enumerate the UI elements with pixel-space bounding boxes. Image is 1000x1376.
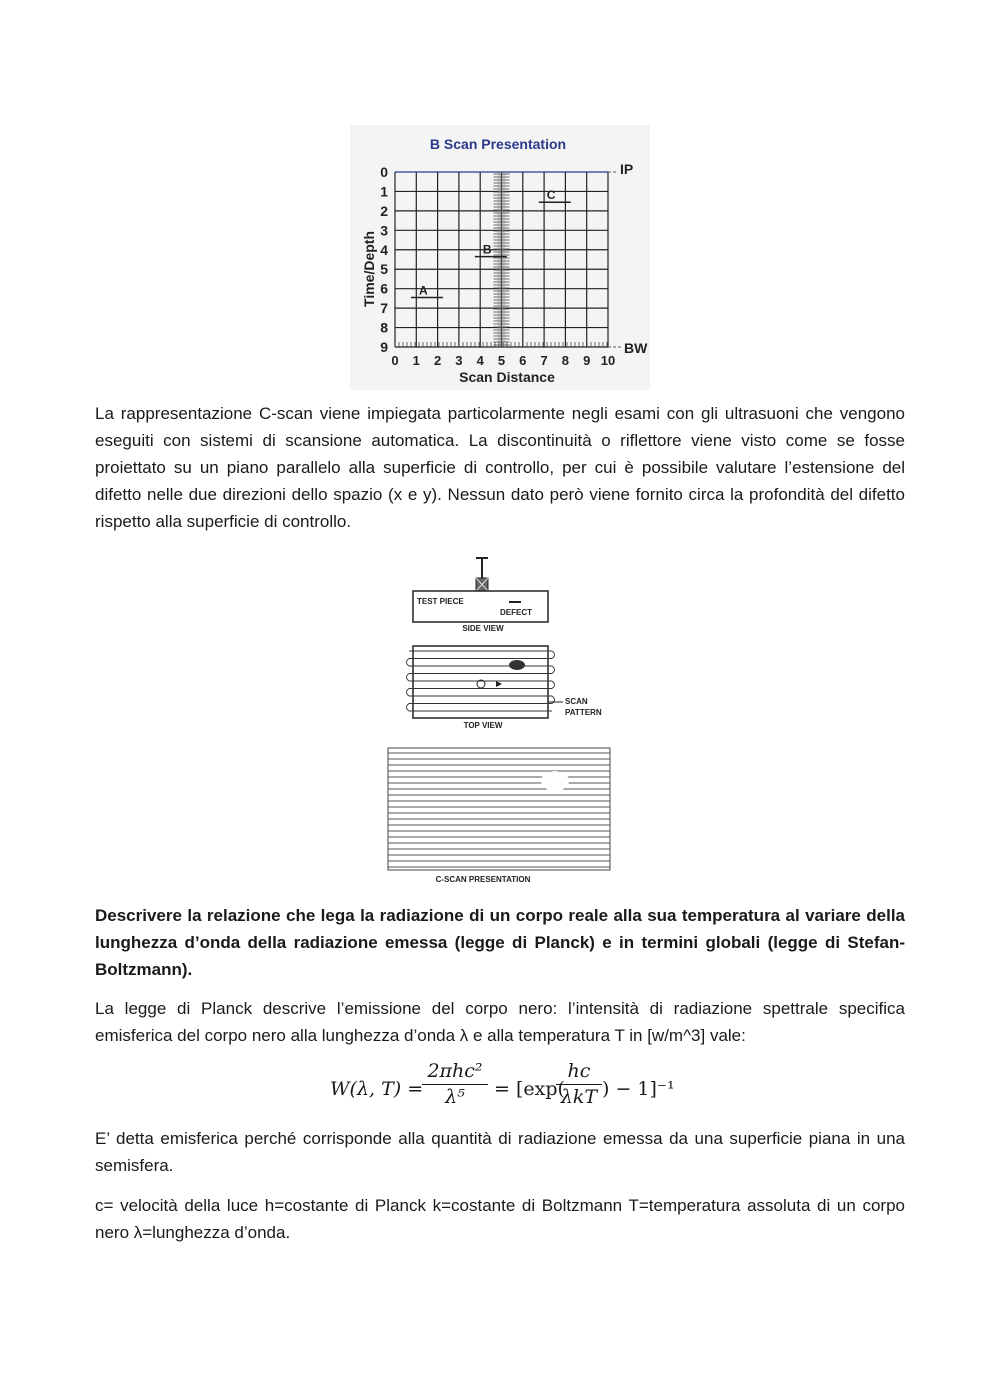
y-tick-label: 9 <box>380 339 388 355</box>
test-piece-label: TEST PIECE <box>417 597 464 606</box>
test-piece-top <box>413 646 548 718</box>
question-heading: Descrivere la relazione che lega la radiazione di un corpo reale alla sua temperatura al variare della lunghezza d’onda della radiazione emessa (legge di Planck) e in termini globali (legge di Stefan-Boltzmann). <box>95 906 905 979</box>
bscan-xlabel: Scan Distance <box>459 369 555 385</box>
scan-turn <box>407 674 410 682</box>
marker-label: B <box>482 242 492 257</box>
y-tick-label: 1 <box>380 183 388 200</box>
top-view-label: TOP VIEW <box>463 721 503 730</box>
fraction-2-denominator: λkT <box>560 1086 598 1108</box>
equation-middle: = [exp( <box>494 1078 565 1100</box>
x-tick-label: 2 <box>433 353 442 368</box>
echo-band <box>498 172 506 347</box>
scan-turn <box>552 681 555 689</box>
scan-turn <box>407 704 410 712</box>
paragraph-hemispherical: E’ detta emisferica perché corrisponde alla quantità di radiazione emessa da una superficie piana in una semisfera. <box>95 1129 905 1175</box>
cscan-defect-image <box>541 771 569 791</box>
cscan-presentation-box <box>388 748 610 870</box>
paragraph-planck: La legge di Planck descrive l’emissione del corpo nero: l’intensità di radiazione spettrale specifica emisferica del corpo nero alla lunghezza d’onda λ e alla temperatura T in [w/m^3] vale: <box>95 999 905 1045</box>
equation-rhs: ) − 1]⁻¹ <box>602 1078 675 1100</box>
scan-turn <box>407 689 410 697</box>
side-view-label: SIDE VIEW <box>462 624 504 633</box>
y-tick-label: 5 <box>380 261 388 278</box>
x-tick-label: 0 <box>391 353 399 368</box>
y-tick-label: 4 <box>380 241 388 258</box>
scan-turn <box>552 651 555 659</box>
y-tick-label: 0 <box>380 164 388 180</box>
bscan-figure <box>350 125 650 390</box>
y-tick-label: 3 <box>380 222 388 239</box>
y-tick-label: 6 <box>380 280 388 297</box>
bscan-chart <box>350 125 650 390</box>
fraction-1-denominator: λ⁵ <box>445 1086 465 1108</box>
paragraph-cscan: La rappresentazione C-scan viene impiegata particolarmente negli esami con gli ultrasuoni che vengono eseguiti con sistemi di scansione automatica. La discontinuità o riflettore viene visto come se fosse proiettato su un piano parallelo alla superficie di controllo, per cui è possibile valutare l’estensione del difetto nelle due direzioni dello spazio (x e y). Nessun dato però viene fornito circa la profondità del difetto rispetto alla superficie di controllo. <box>95 404 905 531</box>
x-tick-label: 10 <box>600 353 616 368</box>
x-tick-label: 9 <box>583 353 591 368</box>
bscan-title: B Scan Presentation <box>429 136 567 152</box>
y-tick-label: 7 <box>380 300 388 317</box>
marker-label: A <box>418 283 428 298</box>
equation-lhs: W(λ, T) = <box>330 1078 424 1100</box>
planck-equation <box>330 1060 690 1122</box>
x-tick-label: 6 <box>519 353 527 368</box>
bscan-ylabel: Time/Depth <box>361 231 377 307</box>
scan-turn <box>552 666 555 674</box>
test-piece-side <box>413 591 548 622</box>
x-tick-label: 5 <box>497 353 506 368</box>
cscan-presentation-label: C-SCAN PRESENTATION <box>435 875 531 884</box>
y-tick-label: 2 <box>380 202 388 219</box>
x-tick-label: 1 <box>412 353 420 368</box>
y-tick-label: 8 <box>380 319 388 336</box>
x-tick-label: 3 <box>455 353 463 368</box>
defect-top <box>509 660 525 670</box>
scan-label: SCAN <box>565 697 588 706</box>
x-tick-label: 7 <box>540 353 548 368</box>
bw-label: BW <box>624 340 648 356</box>
ip-label: IP <box>620 161 634 177</box>
scan-turn <box>407 659 410 667</box>
paragraph-symbols: c= velocità della luce h=costante di Planck k=costante di Boltzmann T=temperatura assoluta di un corpo nero λ=lunghezza d’onda. <box>95 1196 905 1242</box>
marker-label: C <box>546 188 556 203</box>
equation-fraction-1 <box>422 1060 488 1108</box>
x-tick-label: 8 <box>561 353 570 368</box>
fraction-1-numerator: 2πhc² <box>422 1060 488 1085</box>
pattern-label: PATTERN <box>565 708 602 717</box>
defect-label: DEFECT <box>500 608 532 617</box>
fraction-2-numerator: hc <box>556 1060 602 1085</box>
cscan-diagram <box>385 552 615 887</box>
x-tick-label: 4 <box>476 353 484 368</box>
equation-fraction-2 <box>556 1060 602 1108</box>
cscan-figure <box>385 552 615 887</box>
